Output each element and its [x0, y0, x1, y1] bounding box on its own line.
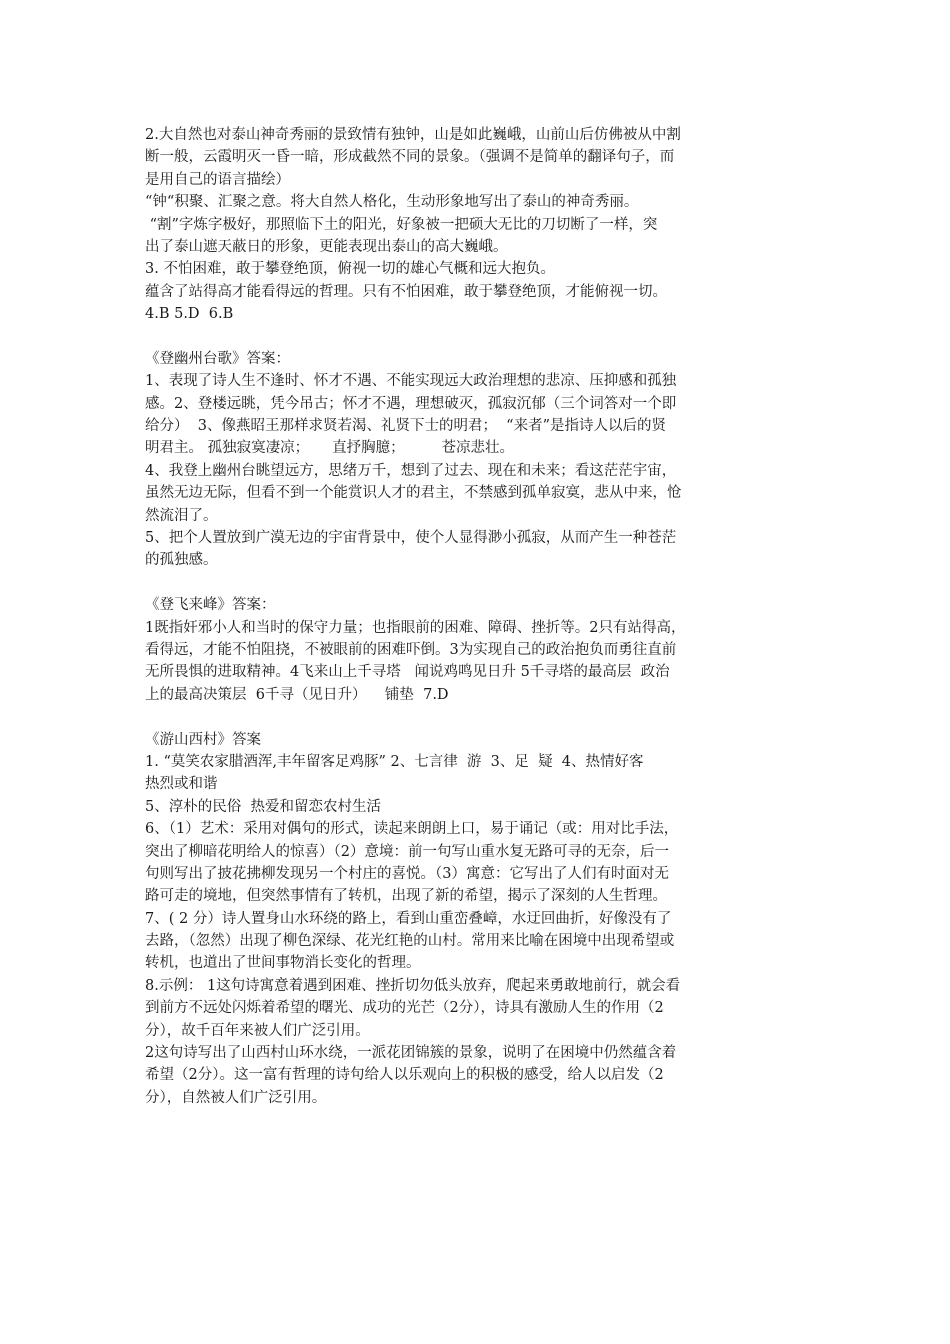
- text-line: 是用自己的语言描绘）: [145, 171, 290, 188]
- text-line: 断一般，云霞明灭一昏一暗，形成截然不同的景象。（强调不是简单的翻译句子，而: [145, 149, 675, 166]
- text-line: 1既指奸邪小人和当时的保守力量；也指眼前的困难、障碍、挫折等。2只有站得高，: [145, 619, 686, 636]
- text-line: 2.大自然也对泰山神奇秀丽的景致情有独钟，山是如此巍峨，山前山后仿佛被从中割: [145, 127, 681, 143]
- text-line: 分），故千百年来被人们广泛引用。: [145, 1022, 370, 1039]
- text-line: “割”字炼字极好，那照临下土的阳光，好象被一把硕大无比的刀切断了一样，突: [145, 216, 658, 233]
- text-line: 明君主。 孤独寂寞凄凉； 直抒胸臆； 苍凉悲壮。: [145, 440, 515, 457]
- section-heading: 《登幽州台歌》答案：: [145, 350, 290, 367]
- text-line: 去路，（忽然）出现了柳色深绿、花光红艳的山村。常用来比喻在困境中出现希望或: [145, 933, 675, 950]
- text-line: 5、把个人置放到广漠无边的宇宙背景中，使个人显得渺小孤寂，从而产生一种苍茫: [145, 530, 677, 547]
- text-line: 出了泰山遮天蔽日的形象，更能表现出泰山的高大巍峨。: [145, 238, 508, 255]
- text-line: 6、（1）艺术：采用对偶句的形式，读起来朗朗上口，易于诵记（或：用对比手法，: [145, 821, 679, 838]
- text-line: 看得远，才能不怕阻挠，不被眼前的困难吓倒。3为实现自己的政治抱负而勇往直前: [145, 641, 677, 658]
- text-line: 3. 不怕困难，敢于攀登绝顶，俯视一切的雄心气概和远大抱负。: [145, 261, 555, 278]
- document-page: [145, 124, 810, 1109]
- text-line: 给分） 3、像燕昭王那样求贤若渴、礼贤下士的明君； “来者”是指诗人以后的贤: [145, 418, 666, 435]
- text-line: 到前方不远处闪烁着希望的曙光、成功的光芒（2分），诗具有激励人生的作用（2: [145, 1000, 664, 1017]
- text-line: 1、表现了诗人生不逢时、怀才不遇、不能实现远大政治理想的悲凉、压抑感和孤独: [145, 373, 677, 390]
- section-feilaifeng-answers: [145, 594, 810, 706]
- section-heading: 《游山西村》答案: [145, 731, 261, 748]
- text-line: 热烈或和谐: [145, 776, 218, 793]
- section-spacer: [145, 326, 810, 348]
- section-spacer: [145, 572, 810, 594]
- text-line: 1. “莫笑农家腊酒浑,丰年留客足鸡豚” 2、七言律 游 3、足 疑 4、热情好客: [145, 753, 644, 770]
- text-line: 虽然无边无际，但看不到一个能赏识人才的君主，不禁感到孤单寂寞，悲从中来，怆: [145, 485, 682, 502]
- text-line: 希望（2分）。这一富有哲理的诗句给人以乐观向上的积极的感受，给人以启发（2: [145, 1067, 664, 1084]
- text-line: 5、淳朴的民俗 热爱和留恋农村生活: [145, 798, 381, 815]
- section-shanxicun-answers: [145, 729, 810, 1110]
- text-line: 句则写出了披花拂柳发现另一个村庄的喜悦。（3）寓意：它写出了人们有时面对无: [145, 865, 669, 882]
- section-spacer: [145, 706, 810, 728]
- text-line: 然流泪了。: [145, 507, 218, 524]
- text-line: 感。2、登楼远眺，凭今吊古；怀才不遇，理想破灭，孤寂沉郁（三个词答对一个即: [145, 395, 677, 412]
- section-taishan-answers: [145, 124, 810, 326]
- text-line: 7、( 2 分）诗人置身山水环绕的路上，看到山重峦叠嶂，水迂回曲折，好像没有了: [145, 910, 672, 927]
- text-line: 无所畏惧的进取精神。4飞来山上千寻塔 闻说鸡鸣见日升 5千寻塔的最高层 政治: [145, 664, 670, 681]
- text-line: 2这句诗写出了山西村山环水绕，一派花团锦簇的景象，说明了在困境中仍然蕴含着: [145, 1045, 677, 1062]
- text-line: 8.示例： 1这句诗寓意着遇到困难、挫折切勿低头放弃，爬起来勇敢地前行，就会看: [145, 977, 681, 994]
- text-line: 的孤独感。: [145, 552, 218, 569]
- text-line: 蕴含了站得高才能看得远的哲理。只有不怕困难，敢于攀登绝顶，才能俯视一切。: [145, 283, 667, 300]
- text-line: 分），自然被人们广泛引用。: [145, 1089, 327, 1106]
- section-heading: 《登飞来峰》答案：: [145, 597, 276, 614]
- text-line: 上的最高决策层 6千寻（见日升） 铺垫 7.D: [145, 686, 449, 703]
- text-line: 转机，也道出了世间事物消长变化的哲理。: [145, 955, 421, 972]
- text-line: “钟“积聚、汇聚之意。将大自然人格化，生动形象地写出了泰山的神奇秀丽。: [145, 194, 639, 211]
- text-line: 路可走的境地，但突然事情有了转机，出现了新的希望，揭示了深刻的人生哲理。: [145, 888, 667, 905]
- text-line: 突出了柳暗花明给人的惊喜）（2）意境：前一句写山重水复无路可寻的无奈，后一: [145, 843, 669, 860]
- text-line: 4.B 5.D 6.B: [145, 306, 234, 323]
- section-youzhou-answers: [145, 348, 810, 572]
- text-line: 4、我登上幽州台眺望远方，思绪万千，想到了过去、现在和未来；看这茫茫宇宙，: [145, 462, 677, 479]
